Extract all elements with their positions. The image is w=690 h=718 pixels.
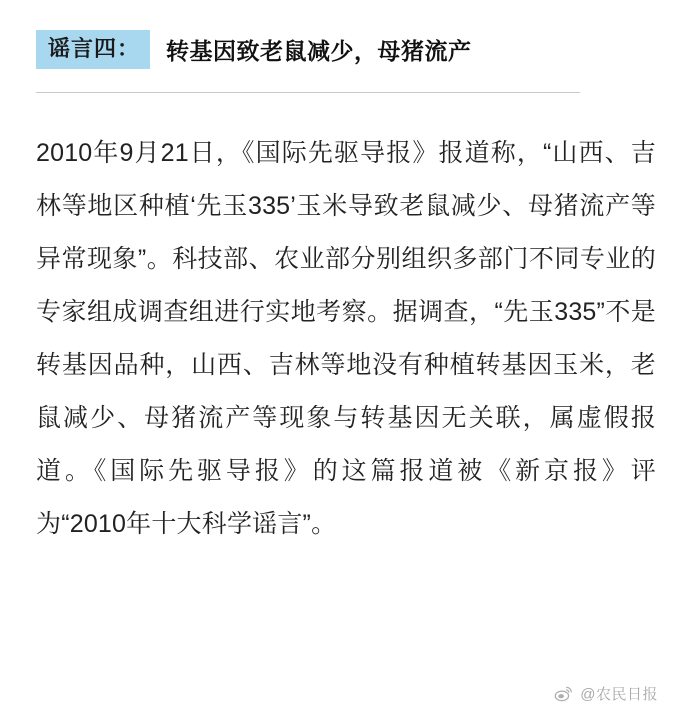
header-row xyxy=(36,30,654,69)
watermark-label: @农民日报 xyxy=(580,686,658,703)
watermark xyxy=(554,683,658,704)
article-body: 2010年9月21日，《国际先驱导报》报道称，“山西、吉林等地区种植‘先玉335’玉米导致老鼠减少、母猪流产等异常现象”。科技部、农业部分别组织多部门不同专业的专家组成调查组进行实地考察。据调查，“先玉335”不是转基因品种，山西、吉林等地没有种植转基因玉米，老鼠减少、母猪流产等现象与转基因无关联，属虚假报道。《国际先驱导报》的这篇报道被《新京报》评为“2010年十大科学谣言”。 xyxy=(36,139,656,538)
header-divider xyxy=(36,92,580,93)
article-header xyxy=(36,0,654,72)
rumor-number-badge: 谣言四： xyxy=(36,30,150,69)
page-title: 转基因致老鼠减少，母猪流产 xyxy=(166,38,472,64)
weibo-icon xyxy=(554,684,573,703)
